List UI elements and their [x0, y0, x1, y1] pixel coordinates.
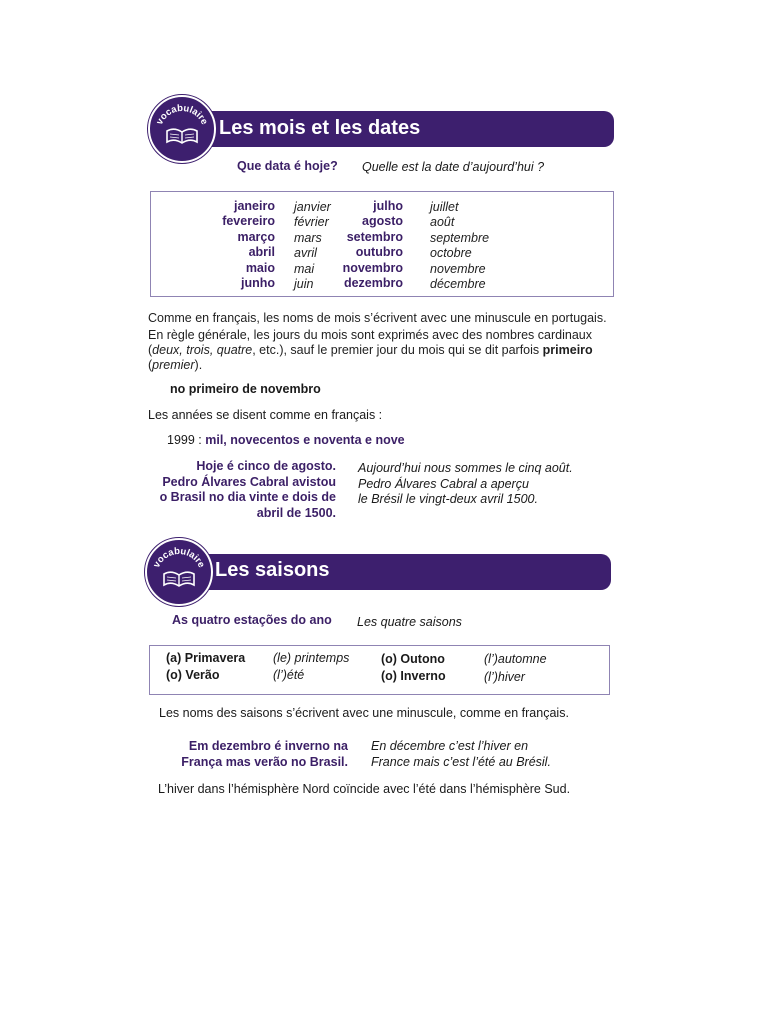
example-pt-line: abril de 1500. [256, 505, 336, 520]
month-pt: março [237, 230, 275, 244]
month-fr: décembre [430, 277, 486, 291]
season-example-pt-line: França mas verão no Brasil. [181, 755, 348, 769]
month-fr: janvier [294, 200, 331, 214]
year-words: mil, novecentos e noventa e nove [205, 433, 405, 447]
paragraph-cardinals-premier: premier [152, 358, 195, 372]
paragraph-cardinals: En règle générale, les jours du mois sont exprimés avec des nombres cardinaux (deux, trois, quatre, etc.), sauf le premier jour du mois qui se dit parfois primeiro (premier). [148, 328, 593, 372]
question-pt: Que data é hoje? [237, 159, 338, 173]
season-example-fr-line: France mais c’est l’été au Brésil. [371, 755, 551, 769]
section2-title: Les saisons [215, 559, 330, 581]
book-icon [167, 129, 197, 143]
season-fr: (l’)automne [484, 652, 547, 666]
example-pt-line: Hoje é cinco de agosto. [196, 459, 336, 473]
month-pt: outubro [355, 245, 403, 259]
month-fr: juin [294, 277, 314, 291]
season-example-pt-block [150, 738, 348, 770]
month-pt: maio [245, 261, 275, 275]
month-pt: julho [373, 199, 403, 213]
section2-badge [145, 538, 213, 606]
season-example-fr-line: En décembre c’est l’hiver en [371, 739, 529, 753]
month-pt: abril [248, 245, 275, 259]
month-pt: dezembro [343, 276, 403, 290]
month-fr: septembre [430, 231, 490, 245]
month-pt: junho [240, 276, 275, 290]
example-pt-line: Pedro Álvares Cabral avistou [162, 474, 336, 489]
paragraph-cardinals-bold: primeiro [542, 343, 593, 357]
month-pt: agosto [362, 214, 403, 228]
example-fr-line: Aujourd’hui nous sommes le cinq août. [358, 461, 573, 475]
example-fr-line: le Brésil le vingt-deux avril 1500. [358, 492, 538, 506]
svg-text:vocabulaire [151, 546, 207, 570]
example-primeiro: no primeiro de novembro [170, 382, 321, 396]
season-example-fr-block [371, 738, 551, 770]
book-icon [164, 572, 194, 586]
month-pt: novembro [342, 261, 403, 275]
example-pt-line: o Brasil no dia vinte e dois de [159, 490, 336, 504]
month-fr: août [430, 215, 455, 229]
example-fr-line: Pedro Álvares Cabral a aperçu [358, 476, 529, 491]
month-fr: octobre [430, 246, 472, 260]
season-fr: (l’)été [273, 668, 305, 682]
season-fr: (l’)hiver [484, 670, 525, 684]
month-fr: juillet [430, 200, 459, 214]
month-fr: novembre [430, 262, 486, 276]
season-pt: (a) Primavera [166, 651, 246, 665]
seasons-label-fr: Les quatre saisons [357, 615, 462, 629]
month-pt: janeiro [234, 199, 275, 213]
season-example-pt-line: Em dezembro é inverno na [188, 739, 348, 753]
month-fr: mai [294, 262, 315, 276]
svg-text:vocabulaire [154, 103, 210, 127]
season-pt: (o) Inverno [381, 669, 446, 683]
question-fr: Quelle est la date d’aujourd’hui ? [362, 160, 545, 174]
paragraph-cardinals-line1: En règle générale, les jours du mois sont exprimés avec des nombres cardinaux [148, 328, 592, 342]
month-fr: mars [294, 231, 322, 245]
paragraph-cardinals-italic: deux, trois, quatre [152, 343, 253, 357]
month-fr: février [294, 215, 329, 229]
section1-badge [148, 95, 216, 163]
closing-note: L’hiver dans l’hémisphère Nord coïncide avec l’été dans l’hémisphère Sud. [158, 782, 571, 796]
season-pt: (o) Verão [166, 668, 220, 682]
year-example [167, 433, 405, 447]
seasons-label-pt: As quatro estações do ano [172, 613, 332, 627]
month-pt: fevereiro [222, 214, 275, 228]
season-fr: (le) printemps [273, 651, 350, 665]
section1-badge-text: vocabulaire [154, 102, 210, 127]
examples-pt-block [140, 459, 336, 521]
month-fr: avril [294, 246, 317, 260]
examples-fr-block [358, 461, 573, 508]
year-number: 1999 : [167, 433, 202, 447]
section1-title: Les mois et les dates [219, 117, 421, 139]
month-pt: setembro [346, 230, 403, 244]
paragraph-cardinals-rest: , etc.), sauf le premier jour du mois qui se dit parfois [252, 343, 540, 357]
season-pt: (o) Outono [381, 652, 445, 666]
section2-badge-text: vocabulaire [151, 545, 207, 570]
years-note: Les années se disent comme en français : [148, 408, 383, 422]
seasons-note: Les noms des saisons s’écrivent avec une minuscule, comme en français. [159, 706, 569, 720]
paragraph-months-lowercase: Comme en français, les noms de mois s’écrivent avec une minuscule en portugais. [148, 311, 607, 325]
